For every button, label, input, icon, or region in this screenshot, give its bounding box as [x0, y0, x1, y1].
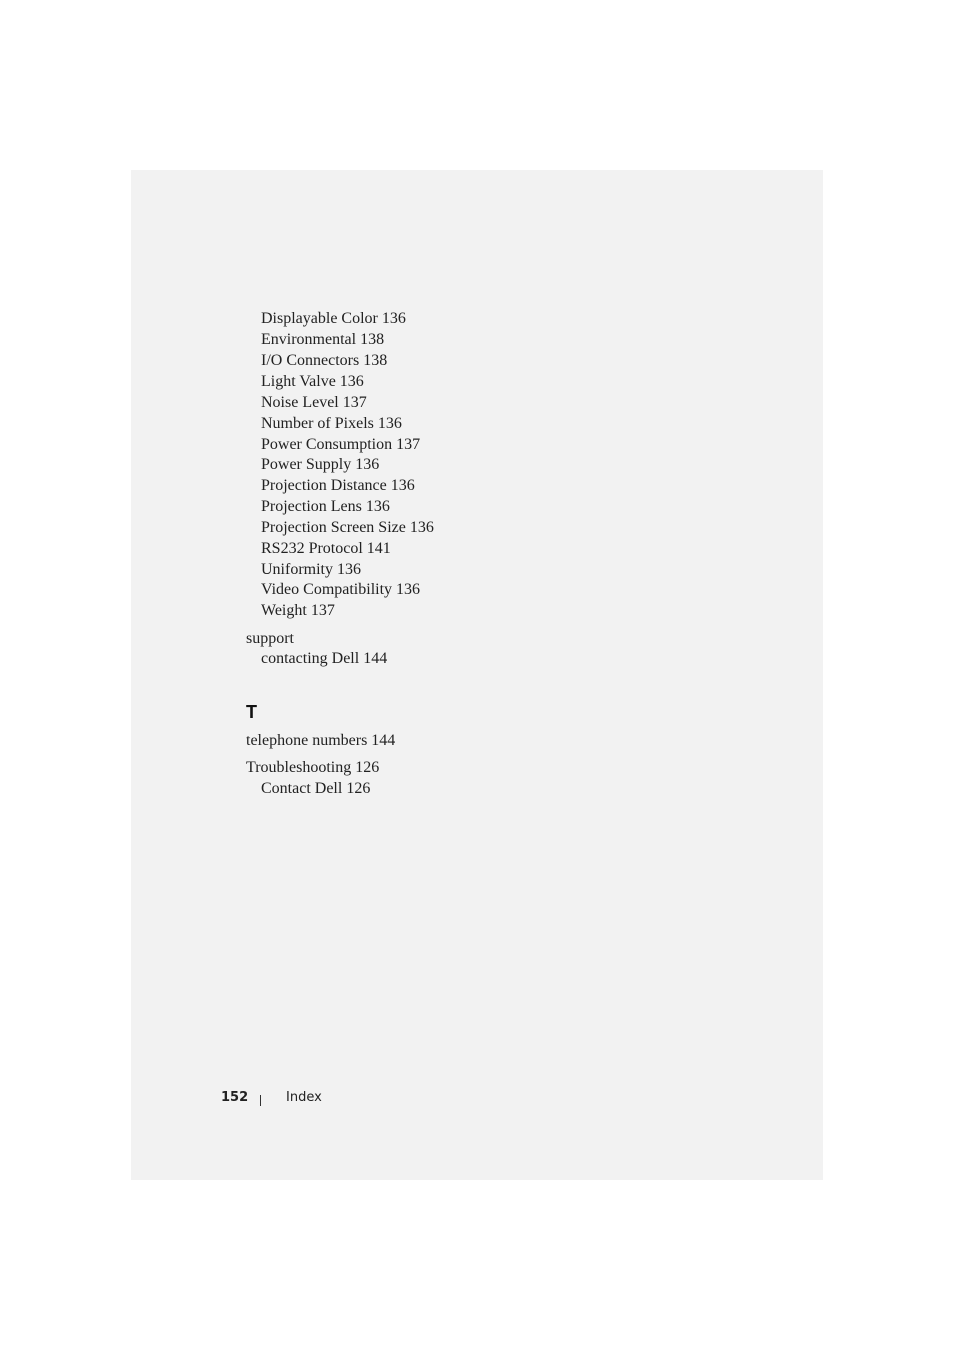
index-subentry: Projection Lens 136 — [261, 498, 390, 515]
index-subentry: Light Valve 136 — [261, 373, 364, 390]
section-heading: T — [246, 702, 257, 722]
index-subentry: Projection Distance 136 — [261, 477, 415, 494]
footer-section-label: Index — [286, 1090, 322, 1105]
page-panel — [131, 170, 823, 1180]
footer-separator — [260, 1095, 261, 1106]
index-subentry: RS232 Protocol 141 — [261, 540, 391, 557]
index-subentry: Video Compatibility 136 — [261, 581, 421, 598]
index-subentry: Uniformity 136 — [261, 561, 361, 578]
index-subentry: Noise Level 137 — [261, 394, 367, 411]
index-subentry: Power Supply 136 — [261, 456, 380, 473]
index-subentry: Contact Dell 126 — [261, 780, 371, 797]
index-subentry: Weight 137 — [261, 602, 335, 619]
index-subentry: contacting Dell 144 — [261, 650, 388, 667]
index-subentry: Power Consumption 137 — [261, 436, 421, 453]
index-subentry: Environmental 138 — [261, 331, 385, 348]
index-subentry: I/O Connectors 138 — [261, 352, 388, 369]
index-entry: telephone numbers 144 — [246, 732, 396, 749]
index-subentry: Number of Pixels 136 — [261, 415, 402, 432]
index-entry: support — [246, 630, 294, 647]
index-subentry: Projection Screen Size 136 — [261, 519, 434, 536]
index-entry: Troubleshooting 126 — [246, 759, 380, 776]
index-subentry: Displayable Color 136 — [261, 310, 406, 327]
page-number: 152 — [221, 1090, 249, 1105]
